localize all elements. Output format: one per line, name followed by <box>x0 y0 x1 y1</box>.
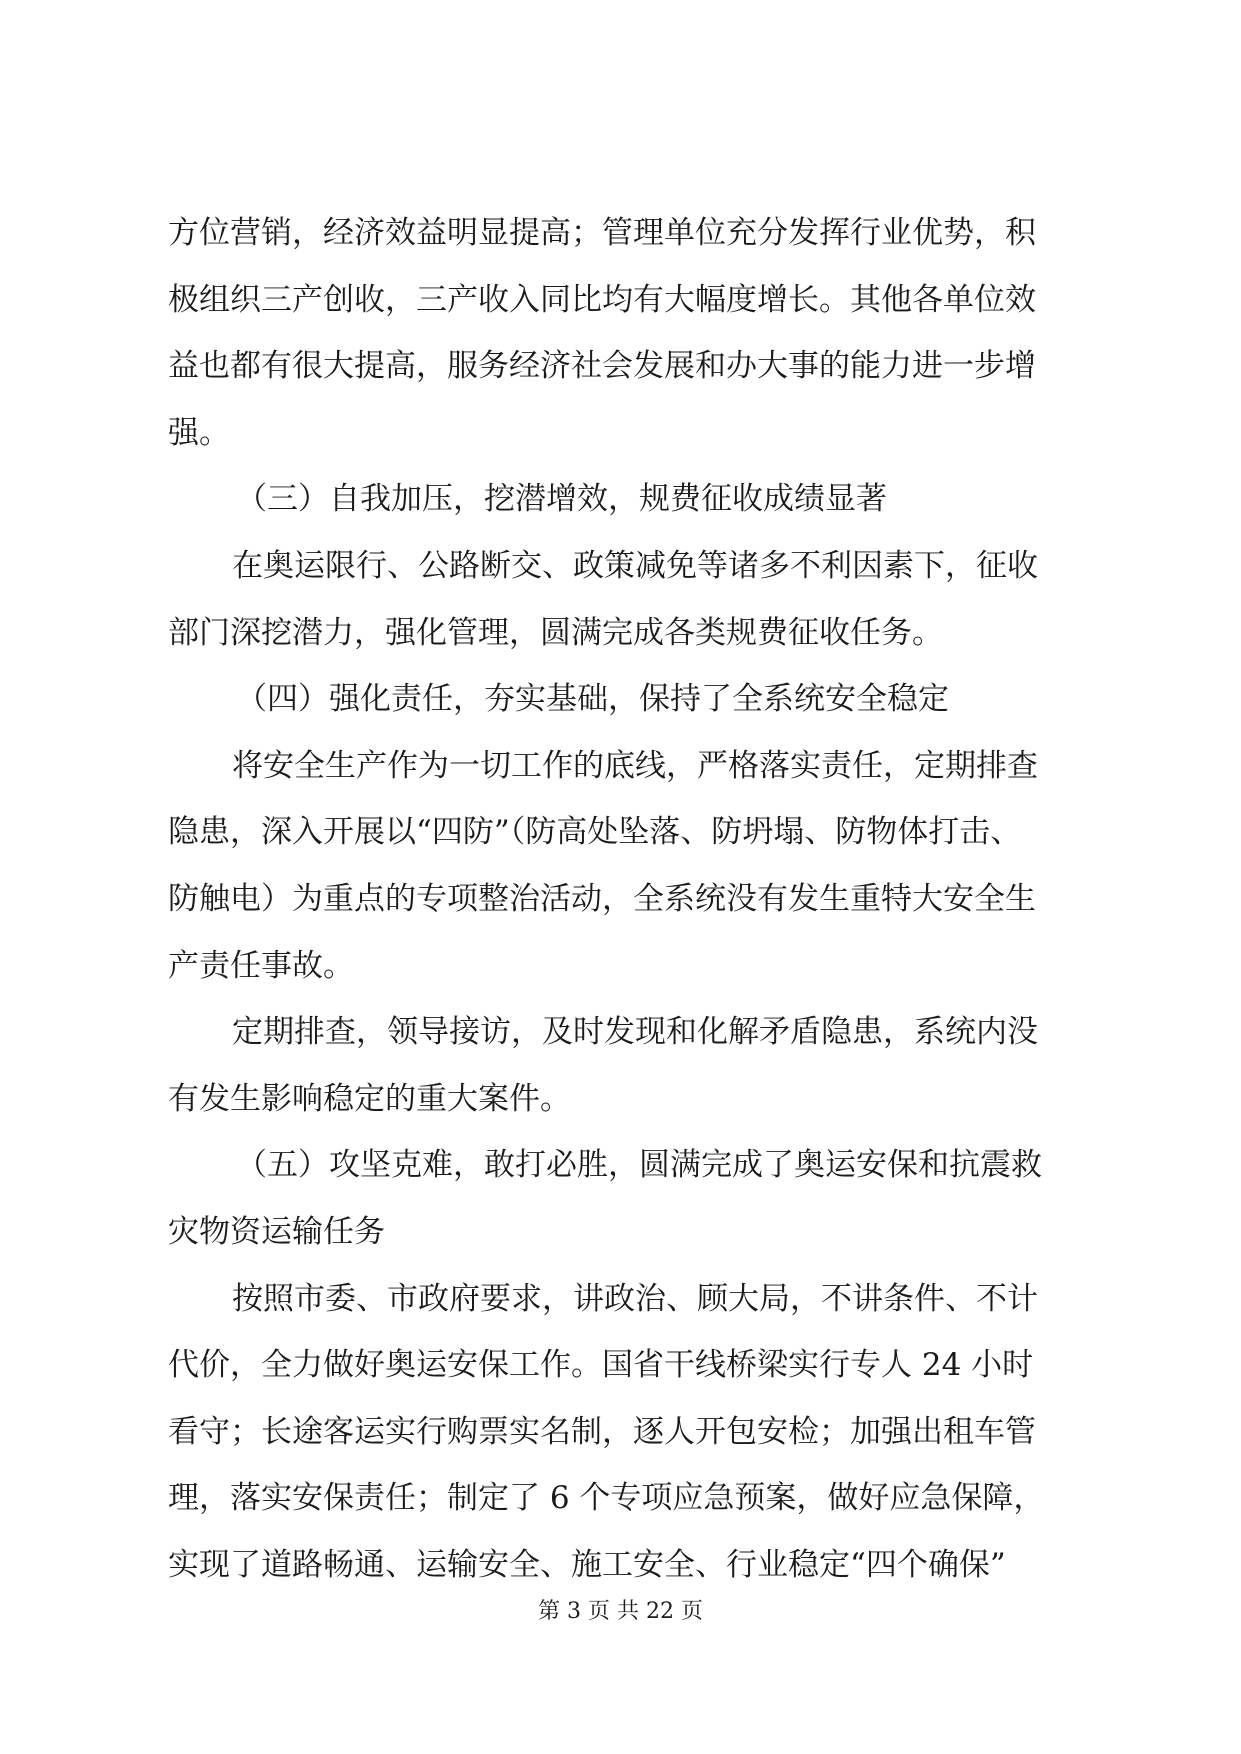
body-text-line: 代价，全力做好奥运安保工作。国省干线桥梁实行专人 24 小时 <box>168 1347 1034 1383</box>
body-text-line: 方位营销，经济效益明显提高；管理单位充分发挥行业优势，积 <box>168 215 1036 251</box>
body-text-line: 有发生影响稳定的重大案件。 <box>168 1081 571 1117</box>
body-text-line: 益也都有很大提高，服务经济社会发展和办大事的能力进一步增 <box>168 348 1036 384</box>
body-text-line: 定期排查，领导接访，及时发现和化解矛盾隐患，系统内没 <box>232 1014 1038 1050</box>
body-text-line: 极组织三产创收，三产收入同比均有大幅度增长。其他各单位效 <box>168 282 1036 318</box>
section-heading-continued: 灾物资运输任务 <box>168 1214 385 1250</box>
body-text-line: 部门深挖潜力，强化管理，圆满完成各类规费征收任务。 <box>168 615 943 651</box>
body-text-line: 将安全生产作为一切工作的底线，严格落实责任，定期排查 <box>232 748 1038 784</box>
section-heading: （五）攻坚克难，敢打必胜，圆满完成了奥运安保和抗震救 <box>236 1147 1042 1183</box>
body-text-line: 实现了道路畅通、运输安全、施工安全、行业稳定“四个确保” <box>168 1547 1006 1583</box>
body-text-line: 按照市委、市政府要求，讲政治、顾大局，不讲条件、不计 <box>232 1281 1038 1317</box>
body-text-line: 理，落实安保责任；制定了 6 个专项应急预案，做好应急保障， <box>168 1480 1045 1516</box>
body-text-line: 隐患，深入开展以“四防”（防高处坠落、防坍塌、防物体打击、 <box>168 814 1022 850</box>
body-text-line: 防触电）为重点的专项整治活动，全系统没有发生重特大安全生 <box>168 881 1036 917</box>
body-text-line: 在奥运限行、公路断交、政策减免等诸多不利因素下，征收 <box>232 548 1038 584</box>
section-heading: （三）自我加压，挖潜增效，规费征收成绩显著 <box>236 481 887 517</box>
body-text-line: 产责任事故。 <box>168 948 354 984</box>
body-text-line: 看守；长途客运实行购票实名制，逐人开包安检；加强出租车管 <box>168 1414 1036 1450</box>
body-text-line: 强。 <box>168 415 230 451</box>
section-heading: （四）强化责任，夯实基础，保持了全系统安全稳定 <box>236 681 949 717</box>
page-number-footer: 第 3 页 共 22 页 <box>538 1599 703 1624</box>
